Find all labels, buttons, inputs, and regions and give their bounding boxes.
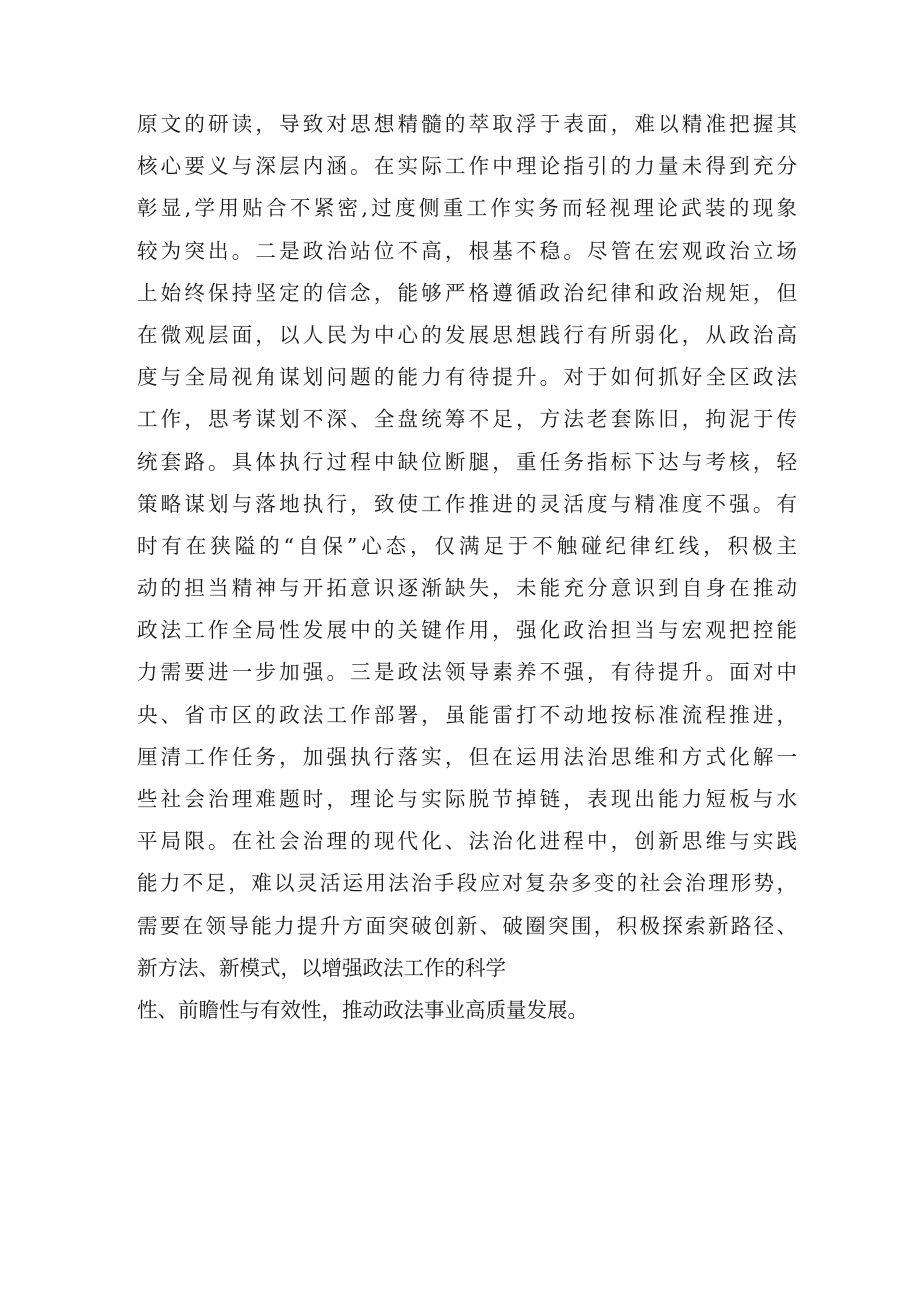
text-line: 时有在狭隘的“自保”心态，仅满足于不触碰纪律红线，积极主 [137,533,797,558]
text-line: 统套路。具体执行过程中缺位断腿，重任务指标下达与考核，轻 [137,449,797,474]
text-line: 需要在领导能力提升方面突破创新、破圈突围，积极探索新路径、 [137,913,797,938]
text-line: 央、省市区的政法工作部署，虽能雷打不动地按标准流程推进， [137,702,797,727]
text-line: 原文的研读，导致对思想精髓的萃取浮于表面，难以精准把握其 [137,112,797,136]
text-line: 在微观层面，以人民为中心的发展思想践行有所弱化，从政治高 [137,322,797,347]
text-line: 新方法、新模式，以增强政法工作的科学 [137,955,506,980]
text-line: 核心要义与深层内涵。在实际工作中理论指引的力量未得到充分 [137,154,797,179]
text-line: 些社会治理难题时，理论与实际脱节掉链，表现出能力短板与水 [137,787,797,811]
text-line: 性、前瞻性与有效性，推动政法事业高质量发展。 [137,997,588,1022]
body-paragraph [137,103,797,1031]
text-line: 度与全局视角谋划问题的能力有待提升。对于如何抓好全区政法 [137,365,797,390]
text-line: 策略谋划与落地执行，致使工作推进的灵活度与精准度不强。有 [137,491,797,516]
text-line: 厘清工作任务，加强执行落实，但在运用法治思维和方式化解一 [137,744,797,769]
text-line: 能力不足，难以灵活运用法治手段应对复杂多变的社会治理形势， [137,871,797,896]
text-line: 政法工作全局性发展中的关键作用，强化政治担当与宏观把控能 [137,618,797,643]
text-line: 上始终保持坚定的信念，能够严格遵循政治纪律和政治规矩，但 [137,280,797,305]
text-line: 工作，思考谋划不深、全盘统筹不足，方法老套陈旧，拘泥于传 [137,407,797,432]
text-line: 力需要进一步加强。三是政法领导素养不强，有待提升。面对中 [137,660,797,685]
text-line: 较为突出。二是政治站位不高，根基不稳。尽管在宏观政治立场 [137,238,797,263]
text-line: 动的担当精神与开拓意识逐渐缺失，未能充分意识到自身在推动 [137,576,797,601]
text-line: 平局限。在社会治理的现代化、法治化进程中，创新思维与实践 [137,829,797,854]
text-line: 彰显,学用贴合不紧密,过度侧重工作实务而轻视理论武装的现象 [137,196,797,221]
